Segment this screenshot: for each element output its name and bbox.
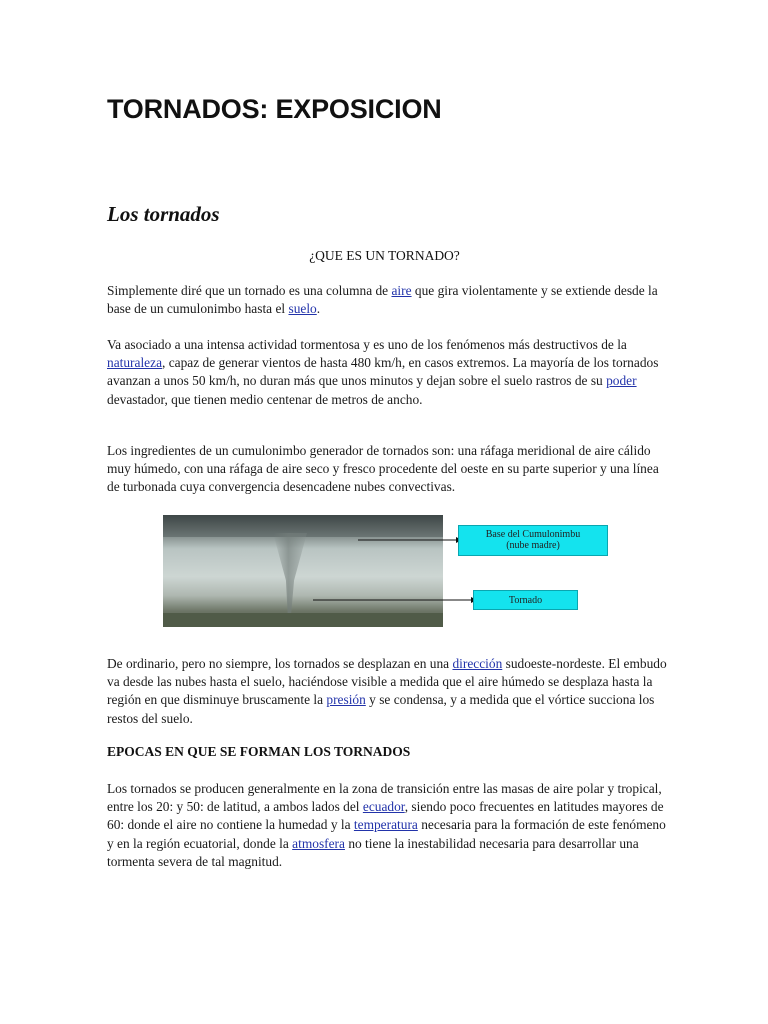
section-subtitle: Los tornados xyxy=(107,202,220,226)
text-span: , capaz de generar vientos de hasta 480 km/h, en casos extremos. La mayoría de los tornados avanzan a unos 50 km/h, no duran más que unos minutos y dejan sobre el suelo rastros de su xyxy=(107,355,659,389)
label-text: (nube madre) xyxy=(506,540,560,551)
text-span: Simplemente diré que un tornado es una columna de xyxy=(107,283,392,298)
text-span: , siendo poco frecuentes en latitudes mayores de 60: donde el aire no contiene la humedad y la xyxy=(107,799,664,833)
text-span: sudoeste-nordeste. El embudo va desde las nubes hasta el suelo, haciéndose visible a medida que el aire húmedo se desplaza hasta la región en que disminuye bruscamente la xyxy=(107,656,667,708)
text-span: Va asociado a una intensa actividad tormentosa y es uno de los fenómenos más destructivos de la xyxy=(107,337,627,352)
link-atmosfera[interactable]: atmosfera xyxy=(292,835,345,851)
link-direccion[interactable]: dirección xyxy=(452,656,503,671)
link-naturaleza[interactable]: naturaleza xyxy=(107,355,163,371)
epocas-heading: EPOCAS EN QUE SE FORMAN LOS TORNADOS xyxy=(107,744,411,759)
label-text: Base del Cumulonimbu xyxy=(485,529,581,540)
text-span: y se condensa, y a medida que el vórtice succiona los restos del suelo. xyxy=(107,692,655,726)
link-aire[interactable]: aire xyxy=(391,283,412,298)
text-span: Los tornados se producen generalmente en la zona de transición entre las masas de aire polar y tropical, entre los 20: y 50: de latitud, a ambos lados del xyxy=(107,781,662,815)
paragraph-direction xyxy=(107,655,667,728)
paragraph-definition xyxy=(107,282,667,318)
link-suelo[interactable]: suelo xyxy=(288,301,317,317)
link-ecuador[interactable]: ecuador xyxy=(362,799,405,815)
paragraph-ingredients: Los ingredientes de un cumulonimbo generador de tornados son: una ráfaga meridional de aire cálido muy húmedo, con una ráfaga de aire seco y fresco procedente del oeste en su parte superior y una línea de turbonada cuya convergencia desencadene nubes convectivas. xyxy=(107,443,659,495)
paragraph-activity xyxy=(107,336,667,409)
question-heading: ¿QUE ES UN TORNADO? xyxy=(309,248,460,263)
link-temperatura[interactable]: temperatura xyxy=(353,817,418,833)
text-span: . xyxy=(316,301,321,317)
label-tornado: Tornado xyxy=(473,590,578,610)
text-span: De ordinario, pero no siempre, los tornados se desplazan en una xyxy=(107,656,453,671)
label-cloud-base xyxy=(458,525,608,556)
link-presion[interactable]: presión xyxy=(326,692,366,708)
link-poder[interactable]: poder xyxy=(606,373,637,389)
paragraph-epocas xyxy=(107,780,667,871)
text-span: devastador, que tienen medio centenar de metros de ancho. xyxy=(107,391,423,407)
text-span: necesaria para la formación de este fenómeno y en la región ecuatorial, donde la xyxy=(107,817,666,851)
tornado-figure xyxy=(163,515,608,627)
text-span: no tiene la inestabilidad necesaria para desarrollar una tormenta severa de tal magnitud. xyxy=(107,835,639,869)
page-title: TORNADOS: EXPOSICION xyxy=(107,94,442,124)
text-span: que gira violentamente y se extiende desde la base de un cumulonimbo hasta el xyxy=(107,283,658,317)
